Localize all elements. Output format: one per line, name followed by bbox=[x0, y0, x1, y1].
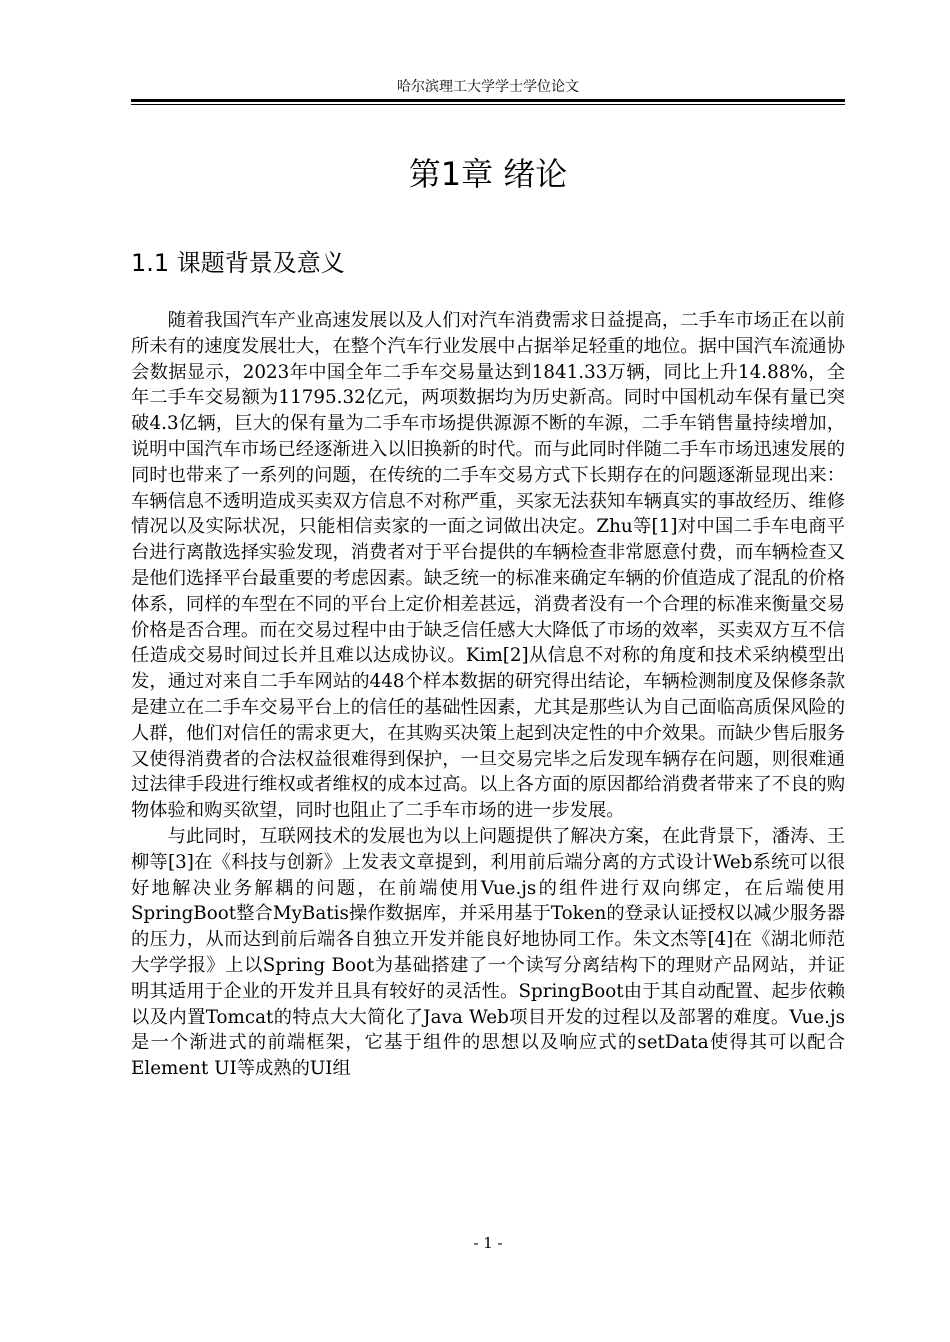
section-title: 1.1 课题背景及意义 bbox=[131, 249, 345, 277]
page-number: - 1 - bbox=[473, 1234, 503, 1252]
paragraph: 与此同时，互联网技术的发展也为以上问题提供了解决方案，在此背景下，潘涛、王柳等[3]在《科技与创新》上发表文章提到，利用前后端分离的方式设计Web系统可以很好地解决业务解耦的问题，在前端使用Vue.js的组件进行双向绑定，在后端使用SpringBoot整合MyBatis操作数据库，并采用基于Token的登录认证授权以减少服务器的压力，从而达到前后端各自独立开发并能良好地协同工作。朱文杰等[4]在《湖北师范大学学报》上以Spring Boot为基础搭建了一个读写分离结构下的理财产品网站，并证明其适用于企业的开发并且具有较好的灵活性。SpringBoot由于其自动配置、起步依赖以及内置Tomcat的特点大大简化了Java Web项目开发的过程以及部署的难度。Vue.js是一个渐进式的前端框架，它基于组件的思想以及响应式的setData使得其可以配合Element UI等成熟的UI组 bbox=[131, 825, 845, 1080]
chapter-title: 第1章 绪论 bbox=[408, 155, 568, 193]
body-text bbox=[131, 308, 845, 1082]
header-rule-thick bbox=[131, 99, 845, 102]
header-rule-thin bbox=[131, 104, 845, 105]
paragraph: 随着我国汽车产业高速发展以及人们对汽车消费需求日益提高，二手车市场正在以前所未有的速度发展壮大，在整个汽车行业发展中占据举足轻重的地位。据中国汽车流通协会数据显示，2023年中国全年二手车交易量达到1841.33万辆，同比上升14.88%，全年二手车交易额为11795.32亿元，两项数据均为历史新高。同时中国机动车保有量已突破4.3亿辆，巨大的保有量为二手车市场提供源源不断的车源，二手车销售量持续增加，说明中国汽车市场已经逐渐进入以旧换新的时代。而与此同时伴随二手车市场迅速发展的同时也带来了一系列的问题，在传统的二手车交易方式下长期存在的问题逐渐显现出来：车辆信息不透明造成买卖双方信息不对称严重，买家无法获知车辆真实的事故经历、维修情况以及实际状况，只能相信卖家的一面之词做出决定。Zhu等[1]对中国二手车电商平台进行离散选择实验发现，消费者对于平台提供的车辆检查非常愿意付费，而车辆检查又是他们选择平台最重要的考虑因素。缺乏统一的标准来确定车辆的价值造成了混乱的价格体系，同样的车型在不同的平台上定价相差甚远，消费者没有一个合理的标准来衡量交易价格是否合理。而在交易过程中由于缺乏信任感大大降低了市场的效率，买卖双方互不信任造成交易时间过长并且难以达成协议。Kim[2]从信息不对称的角度和技术采纳模型出发，通过对来自二手车网站的448个样本数据的研究得出结论，车辆检测制度及保修条款是建立在二手车交易平台上的信任的基础性因素，尤其是那些认为自己面临高质保风险的人群，他们对信任的需求更大，在其购买决策上起到决定性的中介效果。而缺少售后服务又使得消费者的合法权益很难得到保护，一旦交易完毕之后发现车辆存在问题，则很难通过法律手段进行维权或者维权的成本过高。以上各方面的原因都给消费者带来了不良的购物体验和购买欲望，同时也阻止了二手车市场的进一步发展。 bbox=[131, 310, 845, 822]
page-header: 哈尔滨理工大学学士学位论文 bbox=[397, 79, 579, 95]
